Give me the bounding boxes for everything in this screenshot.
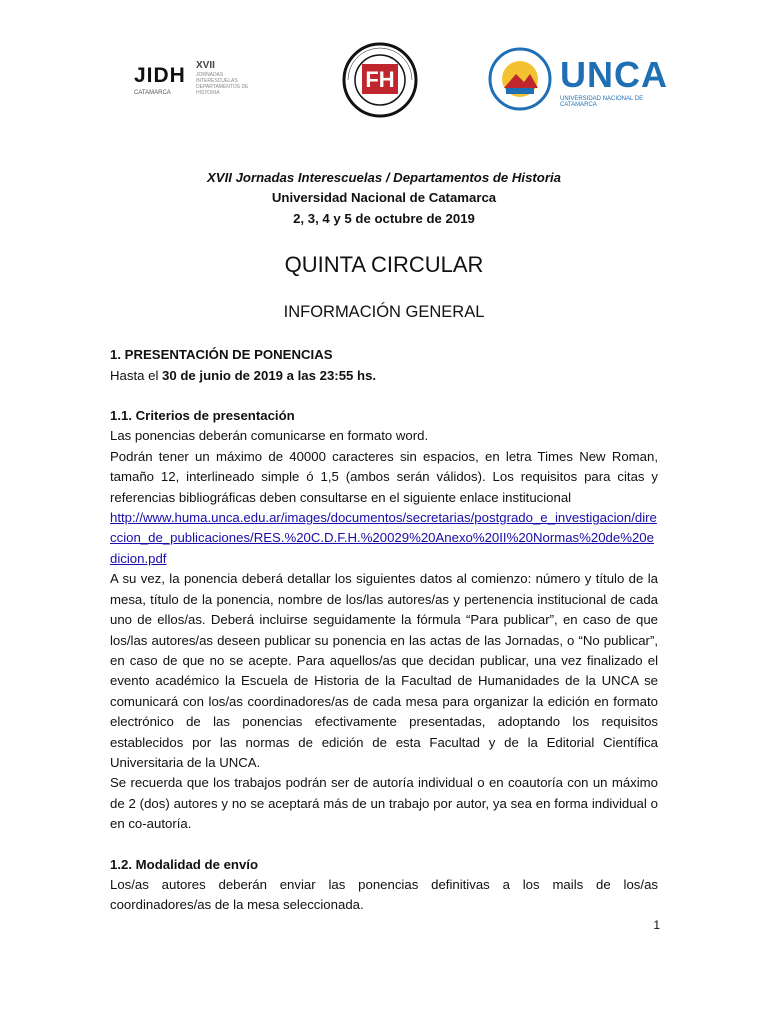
section-1-1-paragraph-1: Las ponencias deberán comunicarse en formato word.: [110, 428, 429, 444]
event-university: Universidad Nacional de Catamarca: [271, 190, 497, 206]
jidh-logo-subtext: CATAMARCA: [134, 90, 171, 96]
section-1-1-paragraph-4: Se recuerda que los trabajos podrán ser de autoría individual o en coautoría con un máximo de 2 (dos) autores y no se aceptará más de un trabajo por autor, ya sea en forma individual o en co-autoría.: [110, 775, 658, 832]
section-1-1-paragraph-3: A su vez, la ponencia deberá detallar los siguientes datos al comienzo: número y título de la mesa, título de la ponencia, nombre de los/las autores/as y pertenencia institucional de cada uno de ellos/as. Deberá incluirse seguidamente la fórmula “Para publicar”, en caso de que los/las autores/as deseen publicar su ponencia en las actas de las Jornadas, o “No publicar”, en caso de que no se acepte. Para aquellos/as que decidan publicar, una vez finalizado el evento académico la Escuela de Historia de la Facultad de Humanidades de la UNCA se comunicará con los/as coordinadores/as de cada mesa para organizar la edición en formato electrónico de las ponencias efectivamente presentadas, adoptando los requisitos establecidos por las normas de edición de esta Facultad y de la Editorial Científica Universitaria de la UNCA.: [110, 571, 658, 770]
normas-edicion-link[interactable]: http://www.huma.unca.edu.ar/images/documentos/secretarias/postgrado_e_investigacion/direccion_de_publicaciones/RES.%20C.D.F.H.%20029%20Anexo%20II%20Normas%20de%20edicion.pdf: [110, 510, 657, 566]
jidh-logo-text: JIDH: [134, 64, 186, 87]
section-1-deadline: [110, 366, 658, 386]
unca-logo-subtext: UNIVERSIDAD NACIONAL DE CATAMARCA: [560, 96, 644, 108]
jidh-logo-caption: JORNADAS INTERESCUELAS DEPARTAMENTOS DE HISTORIA: [196, 72, 249, 96]
section-1-2-heading: 1.2. Modalidad de envío: [110, 856, 259, 872]
facultad-humanidades-seal: [330, 40, 430, 120]
logo-bar: [0, 40, 770, 120]
unca-seal-icon: [486, 44, 556, 114]
jidh-logo-edition: XVII: [196, 60, 215, 71]
document-title: QUINTA CIRCULAR: [284, 252, 484, 278]
fh-seal-mark: FH: [365, 67, 395, 92]
event-title: XVII Jornadas Interescuelas / Departamentos de Historia: [207, 170, 561, 185]
fh-seal-icon: [330, 40, 430, 120]
section-1-1-paragraph-2: Podrán tener un máximo de 40000 caracteres sin espacios, en letra Times New Roman, tamaño 12, interlineado simple ó 1,5 (ambos serán válidos). Los requisitos para citas y referencias bibliográficas deben consultarse en el siguiente enlace institucional: [110, 448, 658, 505]
jidh-logo: [134, 60, 254, 108]
section-1-2-paragraph-1: Los/as autores deberán enviar las ponencias definitivas a los mails de los/as coordinadores/as de la mesa seleccionada.: [110, 876, 658, 913]
document-subtitle: INFORMACIÓN GENERAL: [283, 303, 485, 322]
page-number: 1: [653, 918, 660, 932]
unca-logo: [486, 44, 670, 118]
deadline-date: 30 de junio de 2019 a las 23:55 hs.: [162, 367, 377, 383]
event-dates: 2, 3, 4 y 5 de octubre de 2019: [293, 210, 475, 226]
unca-logo-text: UNCA: [560, 54, 668, 95]
deadline-prefix: Hasta el: [110, 367, 163, 383]
section-1-heading: 1. PRESENTACIÓN DE PONENCIAS: [110, 347, 333, 363]
section-1-1-heading: 1.1. Criterios de presentación: [110, 408, 295, 424]
document-body: [110, 168, 658, 916]
